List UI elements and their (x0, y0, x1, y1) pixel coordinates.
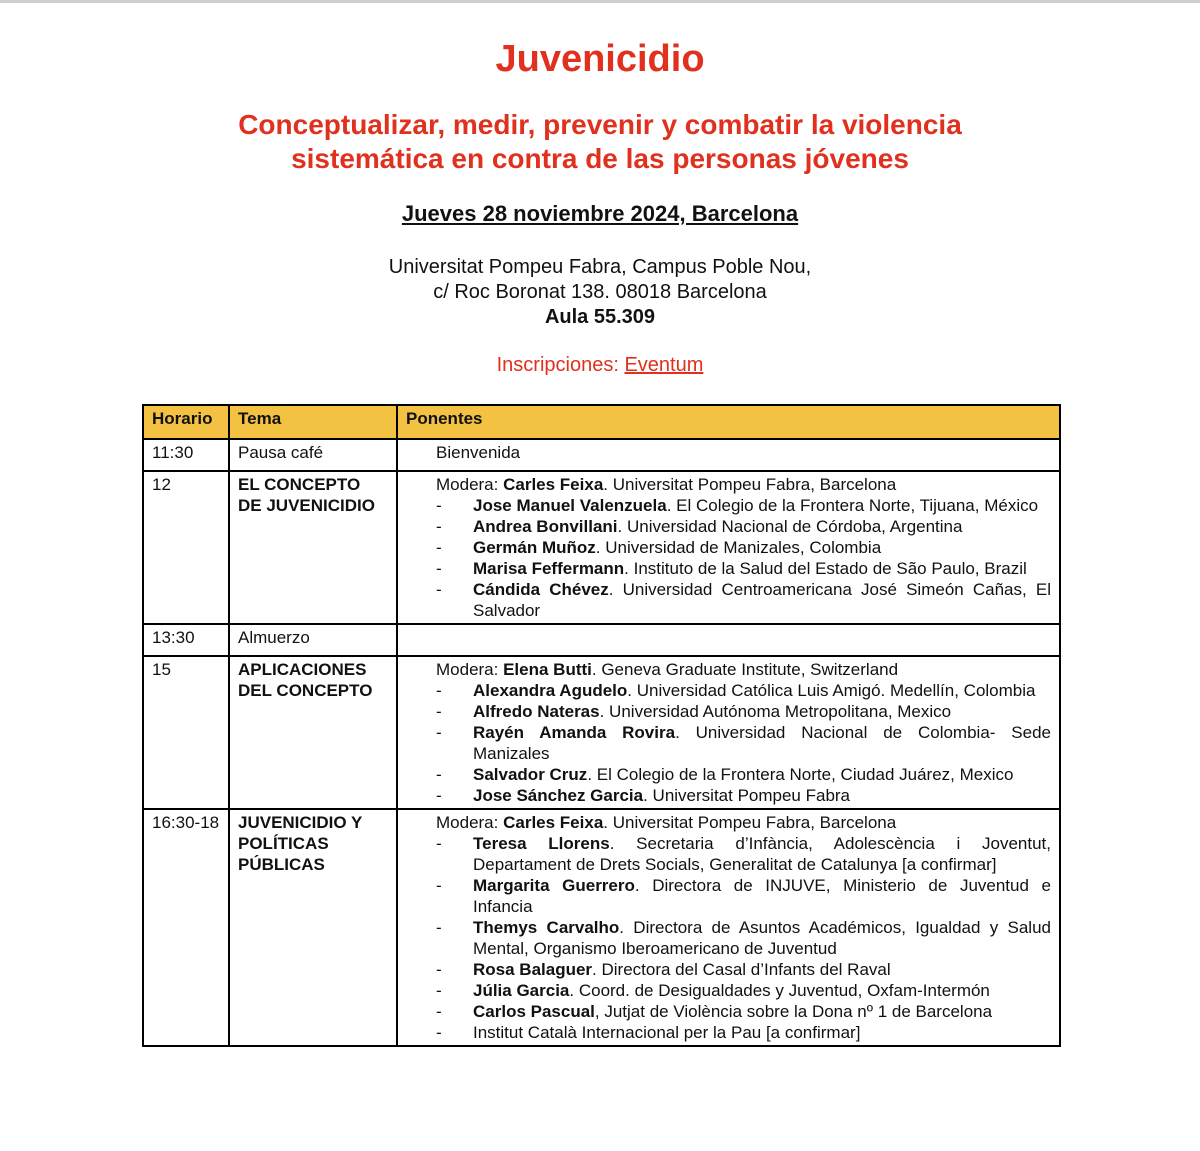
venue-room: Aula 55.309 (544, 306, 656, 328)
speaker-affiliation: . El Colegio de la Frontera Norte, Ciudad Juárez, Mexico (587, 765, 1014, 784)
row-topic: APLICACIONES DEL CONCEPTO (229, 656, 397, 809)
row-time: 13:30 (143, 624, 229, 656)
speaker-item: - Rayén Amanda Rovira. Universidad Nacional de Colombia- Sede Manizales (436, 723, 1051, 763)
venue-line-1: Universitat Pompeu Fabra, Campus Poble Nou, (388, 256, 812, 278)
moderator-line (436, 812, 1051, 833)
moderator-label: Modera: (436, 660, 504, 679)
speaker-item: - Salvador Cruz. El Colegio de la Frontera Norte, Ciudad Juárez, Mexico (436, 765, 1014, 784)
speaker-affiliation: . Universidad Católica Luis Amigó. Medellín, Colombia (627, 681, 1036, 700)
speaker-list (436, 833, 1051, 1043)
row-time: 15 (143, 656, 229, 809)
speaker-affiliation: . Universidad Centroamericana José Simeón Cañas, El Salvador (473, 580, 1051, 620)
row-time: 11:30 (143, 439, 229, 471)
moderator-label: Modera: (436, 475, 504, 494)
speaker-item: - Themys Carvalho. Directora de Asuntos Académicos, Igualdad y Salud Mental, Organismo Iberoamericano de Juventud (436, 918, 1051, 958)
row-topic: EL CONCEPTO DE JUVENICIDIO (229, 471, 397, 624)
table-row (143, 471, 1060, 624)
moderator-label: Modera: (436, 813, 504, 832)
speaker-name: Cándida Chévez (473, 580, 609, 599)
speaker-affiliation: . Universidad Nacional de Colombia- Sede Manizales (473, 723, 1051, 763)
row-speakers (397, 809, 1060, 1046)
header-horario: Horario (143, 405, 229, 439)
speaker-item: - Alexandra Agudelo. Universidad Católica Luis Amigó. Medellín, Colombia (436, 681, 1036, 700)
speaker-list (436, 495, 1051, 621)
table-row (143, 439, 1060, 471)
row-speakers (397, 471, 1060, 624)
speaker-name: Jose Manuel Valenzuela (473, 496, 667, 515)
speaker-item: - Rosa Balaguer. Directora del Casal d’Infants del Raval (436, 960, 891, 979)
registration-line (0, 354, 1200, 377)
speaker-name: Alfredo Nateras (473, 702, 600, 721)
registration-link[interactable]: Eventum (624, 354, 704, 376)
speaker-item: - Cándida Chévez. Universidad Centroamericana José Simeón Cañas, El Salvador (436, 580, 1051, 620)
row-topic: Pausa café (229, 439, 397, 471)
speaker-affiliation: . Secretaria d’Infància, Adolescència i Joventut, Departament de Drets Socials, Generalitat de Catalunya [a confirmar] (473, 834, 1052, 874)
schedule-table (142, 404, 1061, 1047)
subtitle-line-2: sistemática en contra de las personas jóvenes (291, 143, 909, 174)
subtitle-line-1: Conceptualizar, medir, prevenir y combatir la violencia (238, 109, 962, 140)
speaker-item: - Júlia Garcia. Coord. de Desigualdades y Juventud, Oxfam-Intermón (436, 981, 990, 1000)
speaker-item: - Teresa Llorens. Secretaria d’Infància, Adolescència i Joventut, Departament de Drets Socials, Generalitat de Catalunya [a confirmar] (436, 834, 1052, 874)
speaker-affiliation: . Coord. de Desigualdades y Juventud, Oxfam-Intermón (569, 981, 990, 1000)
moderator-line (436, 659, 1051, 680)
row-time: 12 (143, 471, 229, 624)
speaker-name: Salvador Cruz (473, 765, 588, 784)
event-date: Jueves 28 noviembre 2024, Barcelona (401, 201, 799, 226)
speaker-affiliation: Institut Català Internacional per la Pau [a confirmar] (473, 1023, 861, 1042)
speaker-affiliation: . Directora de Asuntos Académicos, Igualdad y Salud Mental, Organismo Iberoamericano de Juventud (473, 918, 1051, 958)
speaker-item: - Margarita Guerrero. Directora de INJUVE, Ministerio de Juventud e Infancia (436, 876, 1052, 916)
header-tema: Tema (229, 405, 397, 439)
top-border-line (0, 0, 1200, 3)
table-row (143, 809, 1060, 1046)
speaker-affiliation: , Jutjat de Violència sobre la Dona nº 1 de Barcelona (594, 1002, 993, 1021)
document-title: Juvenicidio (495, 38, 705, 80)
speaker-name: Rayén Amanda Rovira (473, 723, 676, 742)
row-text (397, 624, 1060, 656)
speaker-name: Carlos Pascual (473, 1002, 595, 1021)
row-text: Bienvenida (397, 439, 1060, 471)
venue-line-2: c/ Roc Boronat 138. 08018 Barcelona (433, 281, 767, 303)
speaker-name: Júlia Garcia (473, 981, 570, 1000)
moderator-affiliation: . Universitat Pompeu Fabra, Barcelona (603, 813, 897, 832)
row-topic: Almuerzo (229, 624, 397, 656)
speaker-item: - Alfredo Nateras. Universidad Autónoma Metropolitana, Mexico (436, 702, 952, 721)
speaker-item: - Jose Sánchez Garcia. Universitat Pompeu Fabra (436, 786, 851, 805)
venue-block (0, 255, 1200, 330)
speaker-affiliation: . Instituto de la Salud del Estado de São Paulo, Brazil (624, 559, 1027, 578)
header-ponentes: Ponentes (397, 405, 1060, 439)
speaker-name: Teresa Llorens (473, 834, 610, 853)
speaker-item: - Marisa Feffermann. Instituto de la Salud del Estado de São Paulo, Brazil (436, 559, 1027, 578)
speaker-name: Andrea Bonvillani (473, 517, 618, 536)
speaker-affiliation: . Directora de INJUVE, Ministerio de Juventud e Infancia (473, 876, 1052, 916)
speaker-name: Jose Sánchez Garcia (473, 786, 644, 805)
speaker-item: - Carlos Pascual, Jutjat de Violència sobre la Dona nº 1 de Barcelona (436, 1002, 993, 1021)
speaker-item: - Institut Català Internacional per la Pau [a confirmar] (436, 1023, 861, 1042)
moderator-name: Carles Feixa (503, 475, 604, 494)
moderator-name: Elena Butti (503, 660, 592, 679)
row-time: 16:30-18 (143, 809, 229, 1046)
schedule-header-row (143, 405, 1060, 439)
registration-label: Inscripciones: (496, 354, 625, 376)
row-topic: JUVENICIDIO Y POLÍTICAS PÚBLICAS (229, 809, 397, 1046)
speaker-affiliation: . Universidad Autónoma Metropolitana, Mexico (599, 702, 952, 721)
speaker-list (436, 680, 1051, 806)
speaker-name: Themys Carvalho (473, 918, 620, 937)
row-speakers (397, 656, 1060, 809)
speaker-name: Germán Muñoz (473, 538, 596, 557)
speaker-affiliation: . Universitat Pompeu Fabra (643, 786, 851, 805)
speaker-item: - Jose Manuel Valenzuela. El Colegio de la Frontera Norte, Tijuana, México (436, 496, 1039, 515)
speaker-name: Marisa Feffermann (473, 559, 625, 578)
speaker-affiliation: . Universidad Nacional de Córdoba, Argentina (617, 517, 963, 536)
speaker-name: Alexandra Agudelo (473, 681, 628, 700)
speaker-affiliation: . El Colegio de la Frontera Norte, Tijuana, México (666, 496, 1039, 515)
speaker-name: Margarita Guerrero (473, 876, 635, 895)
moderator-affiliation: . Geneva Graduate Institute, Switzerland (591, 660, 899, 679)
table-row (143, 656, 1060, 809)
moderator-name: Carles Feixa (503, 813, 604, 832)
speaker-item: - Germán Muñoz. Universidad de Manizales, Colombia (436, 538, 882, 557)
moderator-line (436, 474, 1051, 495)
table-row (143, 624, 1060, 656)
speaker-affiliation: . Directora del Casal d’Infants del Raval (592, 960, 891, 979)
speaker-name: Rosa Balaguer (473, 960, 593, 979)
speaker-affiliation: . Universidad de Manizales, Colombia (595, 538, 882, 557)
speaker-item: - Andrea Bonvillani. Universidad Nacional de Córdoba, Argentina (436, 517, 963, 536)
moderator-affiliation: . Universitat Pompeu Fabra, Barcelona (603, 475, 897, 494)
document-subtitle (0, 108, 1200, 176)
